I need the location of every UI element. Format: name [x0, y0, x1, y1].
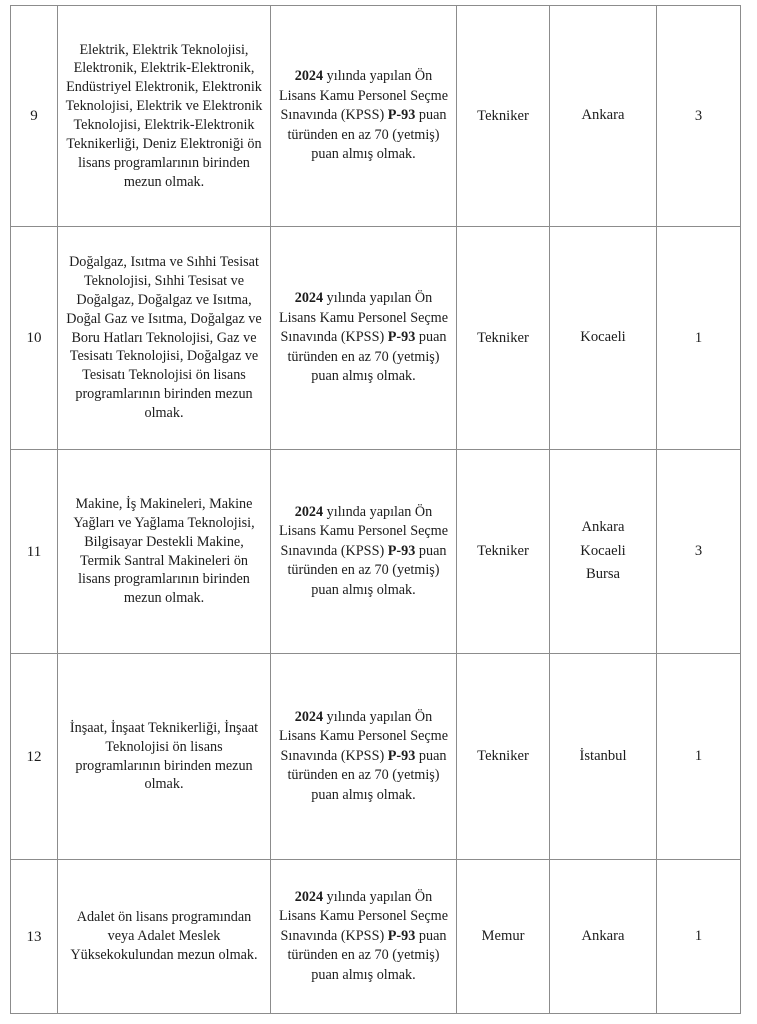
position-count-cell: 3	[657, 450, 741, 654]
kpss-year: 2024	[294, 290, 324, 307]
education-requirement-cell: Elektrik, Elektrik Teknolojisi, Elektronik, Elektrik-Elektronik, Endüstriyel Elektronik, Elektronik Teknolojisi, Elektrik ve Elektronik Teknolojisi, Elektrik-Elektronik Teknikerliği, Deniz Elektroniği ön lisans programlarının birinden mezun olmak.	[58, 6, 271, 227]
table-body	[11, 6, 741, 1014]
province-cell	[550, 450, 657, 654]
province-cell	[550, 654, 657, 860]
kpss-requirement-cell	[271, 654, 457, 860]
kpss-requirement-cell	[271, 860, 457, 1014]
province-cell	[550, 227, 657, 450]
kpss-score-code: P-93	[387, 927, 416, 944]
position-count-cell: 3	[657, 6, 741, 227]
table-row	[11, 860, 741, 1014]
kpss-year: 2024	[294, 888, 324, 905]
education-requirement-cell: Doğalgaz, Isıtma ve Sıhhi Tesisat Teknolojisi, Sıhhi Tesisat ve Doğalgaz, Doğalgaz ve Isıtma, Doğal Gaz ve Isıtma, Doğalgaz ve Boru Hatları Teknolojisi, Gaz ve Tesisatı Teknolojisi, Doğalgaz ve Tesisatı Teknolojisi ön lisans programlarının birinden mezun olmak.	[58, 227, 271, 450]
kpss-score-code: P-93	[387, 542, 416, 559]
kpss-text-after: puan türünden en az 70 (yetmiş) puan almış olmak.	[287, 927, 447, 983]
kpss-text-before: yılında yapılan Ön Lisans Kamu Personel Seçme Sınavında (KPSS)	[278, 503, 449, 559]
kpss-score-code: P-93	[387, 747, 416, 764]
position-title-cell: Tekniker	[457, 6, 550, 227]
kpss-text-after: puan türünden en az 70 (yetmiş) puan almış olmak.	[287, 747, 447, 803]
kpss-text-after: puan türünden en az 70 (yetmiş) puan almış olmak.	[287, 329, 447, 385]
province-line: Ankara	[581, 107, 625, 124]
row-number-cell: 11	[11, 450, 58, 654]
kpss-year: 2024	[294, 68, 324, 85]
position-count-cell: 1	[657, 860, 741, 1014]
kpss-text-before: yılında yapılan Ön Lisans Kamu Personel Seçme Sınavında (KPSS)	[278, 888, 449, 944]
row-number-cell: 9	[11, 6, 58, 227]
row-number-cell: 13	[11, 860, 58, 1014]
province-cell	[550, 860, 657, 1014]
row-number-cell: 10	[11, 227, 58, 450]
kpss-text-after: puan türünden en az 70 (yetmiş) puan almış olmak.	[287, 542, 447, 598]
kpss-text-before: yılında yapılan Ön Lisans Kamu Personel Seçme Sınavında (KPSS)	[278, 708, 449, 764]
education-requirement-cell: Adalet ön lisans programından veya Adalet Meslek Yüksekokulundan mezun olmak.	[58, 860, 271, 1014]
province-line: Kocaeli	[580, 329, 626, 346]
kpss-score-code: P-93	[387, 107, 416, 124]
province-line: Ankara	[581, 927, 625, 944]
education-requirement-cell: Makine, İş Makineleri, Makine Yağları ve Yağlama Teknolojisi, Bilgisayar Destekli Makine, Termik Santral Makineleri ön lisans programlarının birinden mezun olmak.	[58, 450, 271, 654]
position-title-cell: Memur	[457, 860, 550, 1014]
kpss-text-after: puan türünden en az 70 (yetmiş) puan almış olmak.	[287, 107, 447, 163]
position-count-cell: 1	[657, 227, 741, 450]
kpss-requirement-cell	[271, 450, 457, 654]
province-cell	[550, 6, 657, 227]
qualification-table	[10, 5, 741, 1014]
table-row	[11, 6, 741, 227]
kpss-score-code: P-93	[387, 329, 416, 346]
kpss-text-before: yılında yapılan Ön Lisans Kamu Personel Seçme Sınavında (KPSS)	[278, 290, 449, 346]
position-title-cell: Tekniker	[457, 227, 550, 450]
education-requirement-cell: İnşaat, İnşaat Teknikerliği, İnşaat Teknolojisi ön lisans programlarının birinden mezun olmak.	[58, 654, 271, 860]
position-title-cell: Tekniker	[457, 450, 550, 654]
table-row	[11, 450, 741, 654]
province-line: Ankara	[581, 519, 625, 536]
kpss-year: 2024	[294, 708, 324, 725]
kpss-requirement-cell	[271, 227, 457, 450]
position-count-cell: 1	[657, 654, 741, 860]
row-number-cell: 12	[11, 654, 58, 860]
table-row	[11, 227, 741, 450]
position-title-cell: Tekniker	[457, 654, 550, 860]
table-row	[11, 654, 741, 860]
kpss-text-before: yılında yapılan Ön Lisans Kamu Personel Seçme Sınavında (KPSS)	[278, 68, 449, 124]
kpss-year: 2024	[294, 503, 324, 520]
province-line: İstanbul	[579, 747, 627, 764]
province-line: Kocaeli	[580, 542, 626, 559]
province-line: Bursa	[585, 566, 621, 583]
kpss-requirement-cell	[271, 6, 457, 227]
